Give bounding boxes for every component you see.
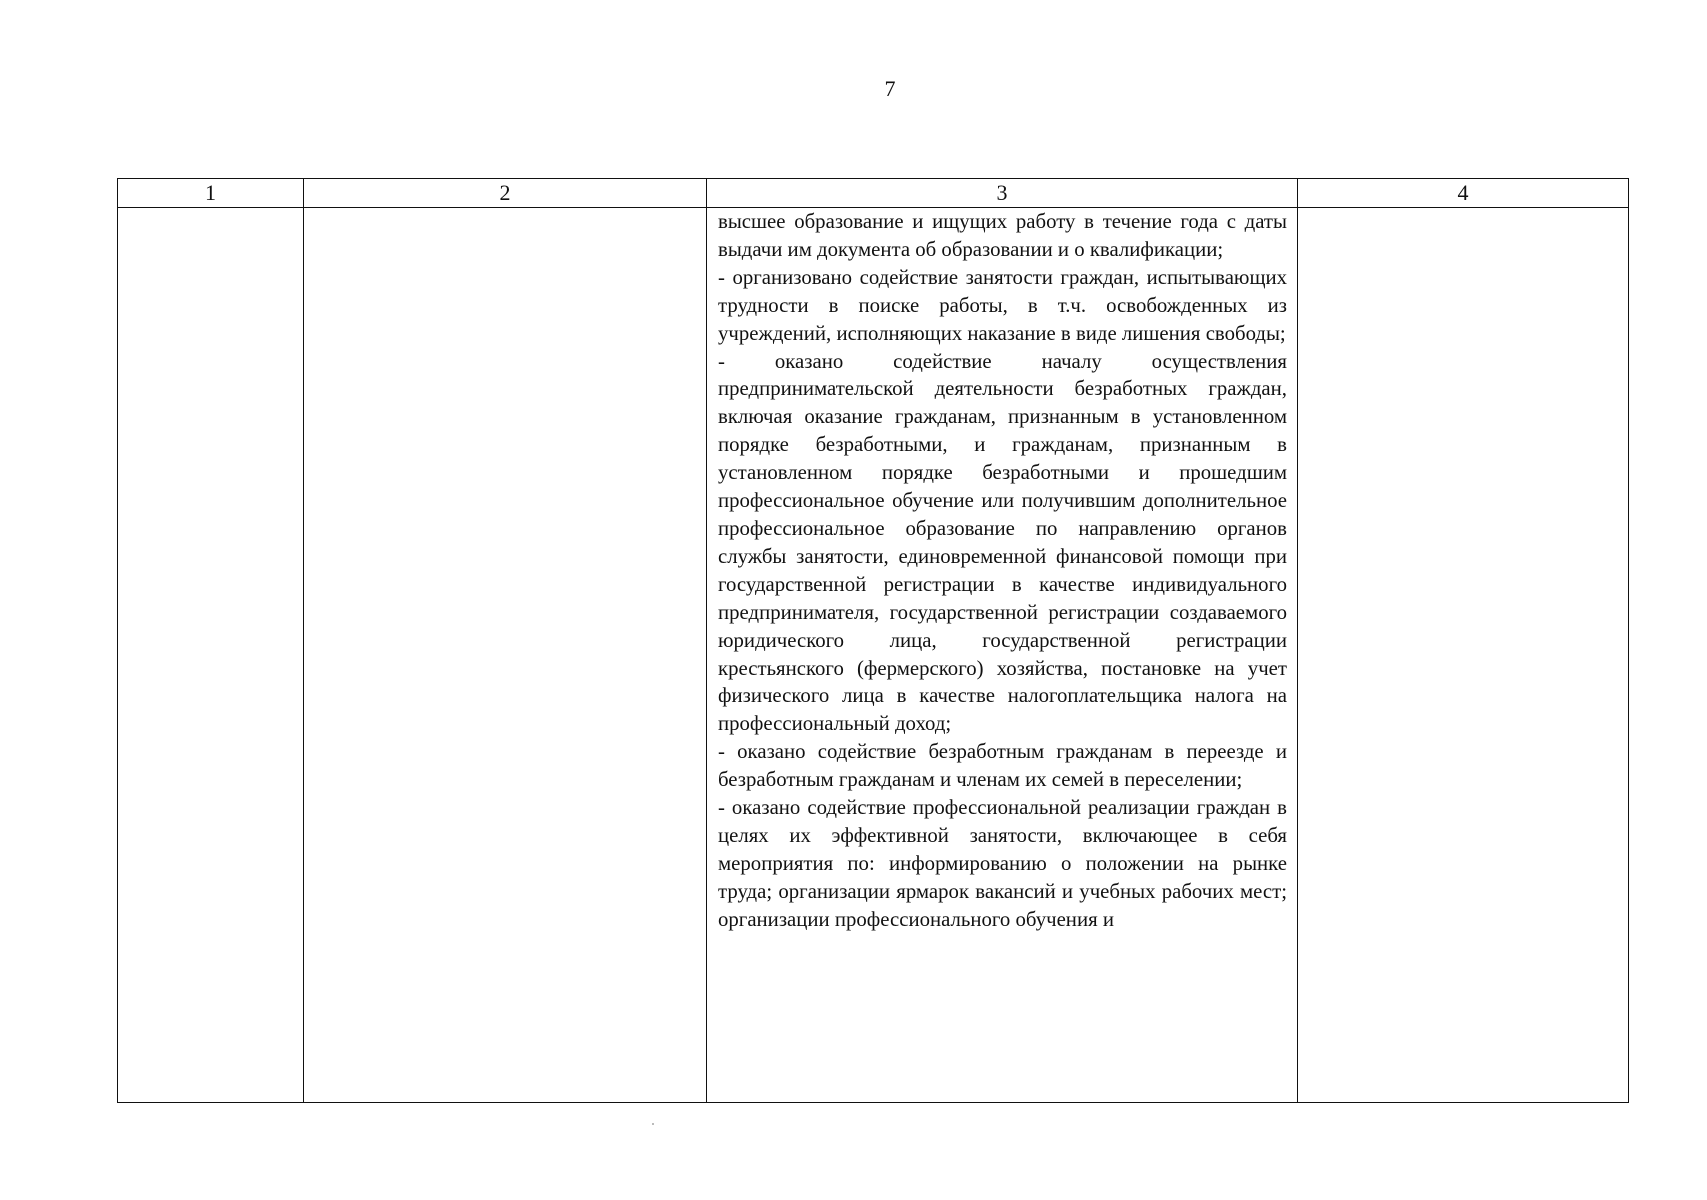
- header-cell-2: 2: [304, 179, 707, 208]
- table-row: [118, 208, 1629, 1103]
- col3-paragraph: высшее образование и ищущих работу в течение года с даты выдачи им документа об образовании и о квалификации;: [718, 210, 1287, 261]
- col3-paragraph: - оказано содействие началу осуществления предпринимательской деятельности безработных граждан, включая оказание гражданам, признанным в установленном порядке безработными, и гражданам, признанным в установленном порядке безработными и прошедшим профессиональное обучение или получившим дополнительное профессиональное образование по направлению органов службы занятости, единовременной финансовой помощи при государственной регистрации в качестве индивидуального предпринимателя, государственной регистрации создаваемого юридического лица, государственной регистрации крестьянского (фермерского) хозяйства, постановке на учет физического лица в качестве налогоплательщика налога на профессиональный доход;: [718, 349, 1287, 736]
- cell-col3: [707, 208, 1298, 1103]
- page-number: 7: [884, 76, 896, 101]
- header-cell-1: 1: [118, 179, 304, 208]
- header-cell-3: 3: [707, 179, 1298, 208]
- document-table: [117, 178, 1629, 1103]
- col3-text: [707, 208, 1297, 934]
- col3-paragraph: - оказано содействие безработным гражданам в переезде и безработным гражданам и членам их семей в переселении;: [718, 740, 1287, 792]
- header-cell-4: 4: [1298, 179, 1629, 208]
- cell-col4: [1298, 208, 1629, 1103]
- cell-col1: [118, 208, 304, 1103]
- table-header-row: [118, 179, 1629, 208]
- col3-paragraph: - организовано содействие занятости граждан, испытывающих трудности в поиске работы, в т.ч. освобожденных из учреждений, исполняющих наказание в виде лишения свободы;: [718, 265, 1287, 345]
- col3-paragraph: - оказано содействие профессиональной реализации граждан в целях их эффективной занятости, включающее в себя мероприятия по: информированию о положении на рынке труда; организации ярмарок вакансий и учебных рабочих мест; организации профессионального обучения и: [718, 796, 1287, 931]
- scan-speck: [652, 1123, 654, 1125]
- cell-col2: [304, 208, 707, 1103]
